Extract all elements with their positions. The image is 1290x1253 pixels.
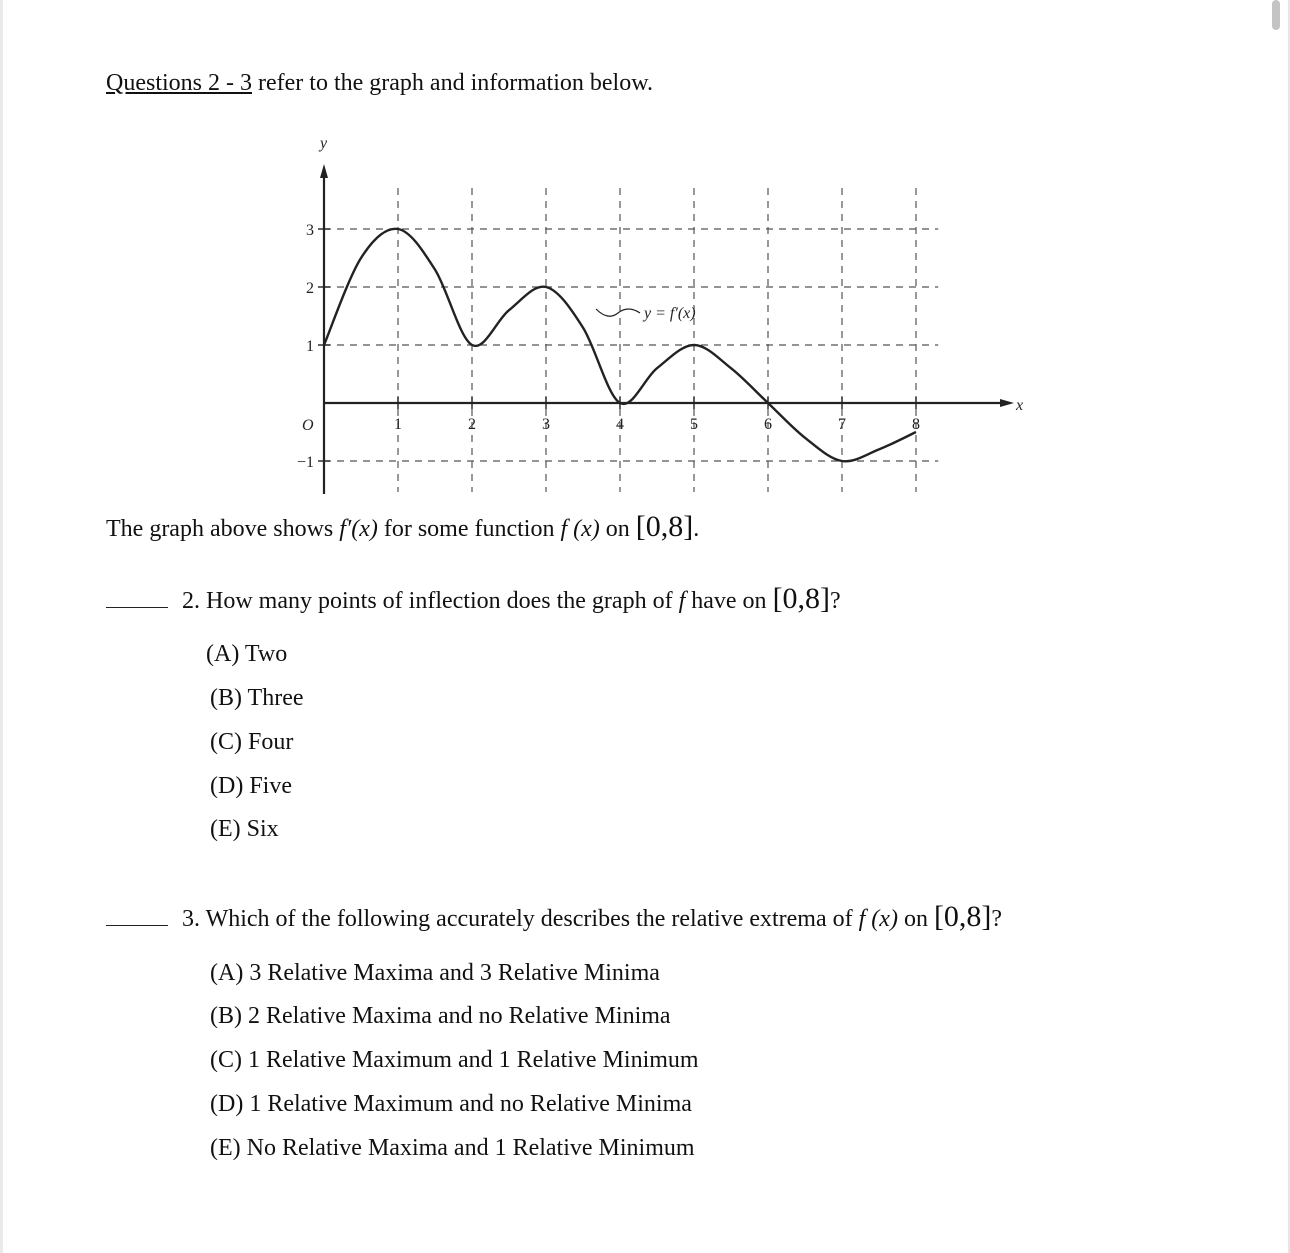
x-tick-label-7: 8 (912, 416, 920, 433)
intro-underlined: Questions 2 - 3 (106, 70, 252, 96)
desc-fprime: f′(x) (339, 516, 378, 542)
q3-choice-a: (A) 3 Relative Maxima and 3 Relative Minima (210, 960, 660, 986)
y-tick-label-1: 2 (306, 280, 314, 297)
x-axis-arrow (1000, 399, 1014, 407)
q2-choice-d: (D) Five (210, 773, 292, 799)
curve-label: y = f′(x) (644, 305, 696, 322)
desc-prefix: The graph above shows (106, 516, 340, 542)
derivative-graph (280, 130, 1040, 500)
desc-suffix: . (693, 516, 700, 542)
answer-blank-q3[interactable] (106, 911, 168, 926)
y-axis-arrow (320, 164, 328, 178)
q3-choice-e: (E) No Relative Maxima and 1 Relative Minimum (210, 1135, 695, 1161)
intro-heading (106, 70, 653, 97)
y-tick-label-2: 1 (306, 338, 314, 355)
q3-on: on (897, 906, 934, 932)
desc-interval: [0,8] (635, 510, 694, 543)
q2-choice-c: (C) Four (210, 729, 294, 755)
q3-choice-c: (C) 1 Relative Maximum and 1 Relative Minimum (210, 1047, 699, 1073)
q2-choice-e: (E) Six (210, 816, 279, 842)
desc-on: on (605, 516, 636, 542)
x-tick-label-2: 3 (542, 416, 550, 433)
graph-description (106, 510, 700, 543)
desc-middle: for some function (383, 516, 561, 542)
question-2 (106, 582, 841, 615)
q3-choice-d: (D) 1 Relative Maximum and no Relative Minima (210, 1091, 692, 1117)
answer-blank-q2[interactable] (106, 593, 168, 608)
x-axis-label: x (1016, 397, 1024, 414)
q2-f: f (678, 588, 686, 614)
q2-interval: [0,8] (772, 582, 831, 615)
page-left-border (0, 0, 3, 1253)
q3-qmark: ? (991, 906, 1003, 932)
x-tick-label-3: 4 (616, 416, 624, 433)
q2-qmark: ? (830, 588, 841, 614)
graph-svg (280, 130, 1040, 500)
desc-f: f (x) (560, 516, 600, 542)
axes (318, 164, 1014, 494)
q3-f: f (x) (858, 906, 898, 932)
x-tick-label-6: 7 (838, 416, 846, 433)
q3-interval: [0,8] (933, 900, 992, 933)
scrollbar-thumb[interactable] (1272, 0, 1280, 30)
x-tick-label-0: 1 (394, 416, 402, 433)
y-tick-label-3: −1 (296, 454, 314, 471)
q2-choice-b: (B) Three (210, 685, 304, 711)
curve-label-pointer (596, 309, 640, 316)
x-tick-label-4: 5 (690, 416, 698, 433)
y-tick-label-0: 3 (306, 222, 314, 239)
q2-text: 2. How many points of inflection does the graph of (182, 588, 679, 614)
q3-text: 3. Which of the following accurately describes the relative extrema of (182, 906, 859, 932)
q3-choice-b: (B) 2 Relative Maxima and no Relative Minima (210, 1003, 671, 1029)
y-axis-label: y (320, 135, 328, 152)
intro-rest: refer to the graph and information below. (252, 70, 653, 96)
q2-tail: have on (685, 588, 773, 614)
origin-label: O (302, 417, 314, 434)
x-tick-label-5: 6 (764, 416, 772, 433)
q2-choice-a: (A) Two (206, 641, 288, 667)
tick-labels (297, 222, 920, 471)
x-tick-label-1: 2 (468, 416, 476, 433)
grid-lines (324, 188, 938, 492)
question-3 (106, 900, 1003, 933)
